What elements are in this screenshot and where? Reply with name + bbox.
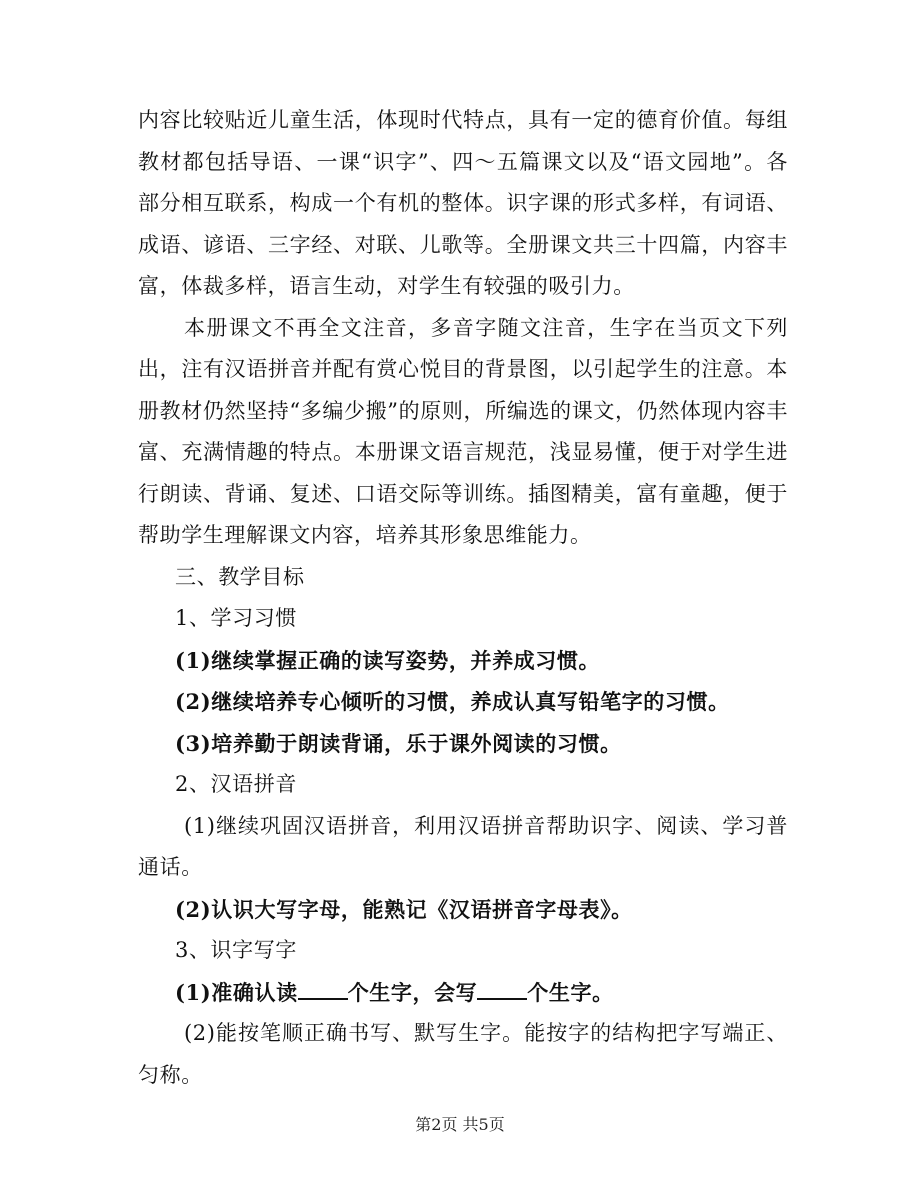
page-content bbox=[138, 100, 788, 1096]
list-item-literacy-2: (2)能按笔顺正确书写、默写生字。能按字的结构把字写端正、匀称。 bbox=[138, 1021, 788, 1087]
page-number-footer: 第2页 共5页 bbox=[415, 1115, 505, 1134]
subheading-study-habits: 1、学习习惯 bbox=[175, 606, 297, 630]
list-item-literacy-1 bbox=[138, 972, 788, 1014]
list-item-habit-3: (3)培养勤于朗读背诵，乐于课外阅读的习惯。 bbox=[175, 730, 622, 756]
list-item-pinyin-2: (2)认识大写字母，能熟记《汉语拼音字母表》。 bbox=[175, 896, 633, 922]
list-item-pinyin-1: (1)继续巩固汉语拼音，利用汉语拼音帮助识字、阅读、学习普通话。 bbox=[138, 813, 788, 879]
paragraph-textbook-content: 内容比较贴近儿童生活，体现时代特点，具有一定的德育价值。每组教材都包括导语、一课“识字”、四～五篇课文以及“语文园地”。各部分相互联系，构成一个有机的整体。识字课的形式多样，有词语、成语、谚语、三字经、对联、儿歌等。全册课文共三十四篇，内容丰富，体裁多样，语言生动，对学生有较强的吸引力。 bbox=[138, 108, 788, 298]
subheading-literacy: 3、识字写字 bbox=[175, 938, 297, 962]
section-heading-teaching-goals: 三、教学目标 bbox=[175, 564, 305, 589]
literacy-1-part-b: 个生字，会写 bbox=[347, 979, 478, 1005]
list-item-habit-2: (2)继续培养专心倾听的习惯，养成认真写铅笔字的习惯。 bbox=[175, 689, 730, 714]
literacy-1-part-c: 个生字。 bbox=[527, 979, 614, 1005]
paragraph-annotation-notes: 本册课文不再全文注音，多音字随文注音，生字在当页文下列出，注有汉语拼音并配有赏心悦目的背景图，以引起学生的注意。本册教材仍然坚持“多编少搬”的原则，所编选的课文，仍然体现内容丰富、充满情趣的特点。本册课文语言规范，浅显易懂，便于对学生进行朗读、背诵、复述、口语交际等训练。插图精美，富有童趣，便于帮助学生理解课文内容，培养其形象思维能力。 bbox=[138, 315, 788, 547]
subheading-pinyin: 2、汉语拼音 bbox=[175, 772, 297, 796]
list-item-habit-1: (1)继续掌握正确的读写姿势，并养成习惯。 bbox=[175, 647, 601, 673]
fill-blank-read-count bbox=[298, 980, 348, 1000]
fill-blank-write-count bbox=[477, 980, 527, 1000]
literacy-1-part-a: (1)准确认读 bbox=[175, 979, 298, 1005]
